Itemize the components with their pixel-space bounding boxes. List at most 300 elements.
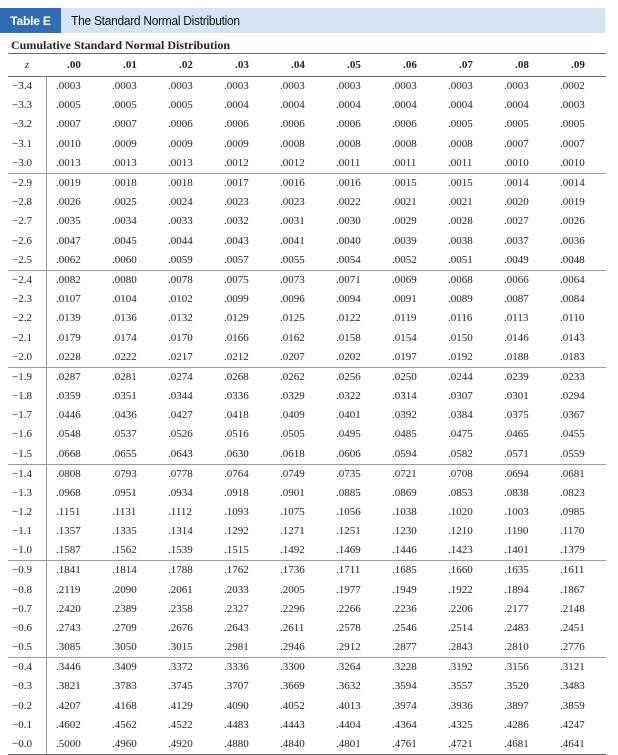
probability-value: .1867 (560, 583, 585, 596)
probability-value: .3557 (448, 680, 473, 693)
probability-cell (326, 580, 382, 599)
probability-value: .2206 (448, 602, 473, 615)
probability-cell (158, 735, 214, 755)
probability-value: .0375 (504, 409, 529, 422)
column-header: .09 (550, 54, 606, 77)
probability-value: .0233 (560, 370, 585, 383)
probability-cell (494, 154, 550, 174)
probability-cell (494, 231, 550, 250)
probability-value: .3085 (56, 641, 81, 654)
probability-cell (158, 503, 214, 522)
probability-cell (438, 600, 494, 619)
probability-cell (494, 135, 550, 154)
probability-cell (326, 231, 382, 250)
probability-cell (550, 619, 606, 638)
probability-cell (494, 115, 550, 134)
probability-cell (326, 115, 382, 134)
probability-cell (102, 735, 158, 755)
probability-cell (102, 270, 158, 290)
probability-value: .0028 (448, 215, 473, 228)
probability-value: .0006 (336, 118, 361, 131)
probability-value: .3483 (560, 680, 585, 693)
probability-value: .0060 (112, 253, 137, 266)
probability-value: .0005 (560, 118, 585, 131)
probability-value: .3228 (392, 661, 417, 674)
probability-cell (382, 464, 438, 484)
probability-value: .0571 (504, 447, 529, 460)
probability-cell (382, 251, 438, 271)
probability-value: .0032 (224, 215, 249, 228)
probability-value: .1814 (112, 564, 137, 577)
probability-cell (46, 580, 102, 599)
probability-cell (326, 367, 382, 387)
probability-value: .3897 (504, 699, 529, 712)
probability-value: .3121 (560, 661, 585, 674)
probability-value: .0075 (224, 273, 249, 286)
probability-cell (102, 154, 158, 174)
probability-value: .0054 (336, 253, 361, 266)
column-header: .00 (46, 54, 102, 77)
z-value-cell: −1.1 (8, 522, 46, 541)
probability-cell (102, 619, 158, 638)
probability-value: .2327 (224, 602, 249, 615)
probability-cell (214, 619, 270, 638)
probability-value: .0021 (448, 196, 473, 209)
table-row (8, 77, 606, 97)
probability-value: .0073 (280, 273, 305, 286)
probability-cell (494, 406, 550, 425)
probability-value: .0016 (280, 176, 305, 189)
probability-value: .0808 (56, 467, 81, 480)
probability-value: .0166 (224, 331, 249, 344)
probability-cell (550, 638, 606, 658)
probability-value: .0901 (280, 486, 305, 499)
z-value-cell: −0.2 (8, 697, 46, 716)
probability-value: .0256 (336, 370, 361, 383)
probability-value: .0262 (280, 370, 305, 383)
probability-value: .4286 (504, 719, 529, 732)
z-value-cell: −0.8 (8, 580, 46, 599)
probability-cell (438, 484, 494, 503)
probability-value: .2643 (224, 622, 249, 635)
z-value-cell: −2.9 (8, 173, 46, 193)
probability-value: .0038 (448, 234, 473, 247)
table-row (8, 484, 606, 503)
probability-value: .0005 (56, 99, 81, 112)
probability-value: .3707 (224, 680, 249, 693)
probability-value: .0015 (448, 176, 473, 189)
probability-cell (494, 580, 550, 599)
probability-value: .1841 (56, 564, 81, 577)
probability-value: .0582 (448, 447, 473, 460)
probability-cell (214, 503, 270, 522)
probability-cell (326, 135, 382, 154)
probability-cell (270, 115, 326, 134)
probability-value: .1271 (280, 525, 305, 538)
probability-value: .1711 (336, 564, 361, 577)
probability-value: .0009 (112, 137, 137, 150)
probability-cell (214, 716, 270, 735)
probability-value: .0011 (336, 156, 361, 169)
probability-value: .0934 (168, 486, 193, 499)
probability-value: .1611 (560, 564, 585, 577)
probability-cell (382, 115, 438, 134)
probability-cell (158, 387, 214, 406)
probability-cell (214, 135, 270, 154)
z-value-cell: −0.6 (8, 619, 46, 638)
probability-value: .2843 (448, 641, 473, 654)
column-header: .02 (158, 54, 214, 77)
probability-cell (158, 677, 214, 696)
probability-value: .0005 (168, 99, 193, 112)
probability-cell (46, 387, 102, 406)
probability-value: .0010 (560, 156, 585, 169)
probability-cell (438, 309, 494, 328)
probability-value: .0250 (392, 370, 417, 383)
probability-cell (382, 445, 438, 465)
probability-cell (102, 96, 158, 115)
probability-cell (382, 503, 438, 522)
probability-value: .0885 (336, 486, 361, 499)
probability-cell (46, 658, 102, 678)
probability-cell (270, 328, 326, 347)
probability-cell (382, 135, 438, 154)
z-value-cell: −1.9 (8, 367, 46, 387)
probability-cell (214, 348, 270, 368)
probability-cell (494, 522, 550, 541)
probability-value: .0281 (112, 370, 137, 383)
probability-cell (494, 309, 550, 328)
probability-cell (550, 387, 606, 406)
probability-value: .0005 (448, 118, 473, 131)
probability-cell (326, 425, 382, 444)
probability-value: .2236 (392, 602, 417, 615)
probability-value: .0985 (560, 506, 585, 518)
probability-cell (550, 173, 606, 193)
probability-value: .4090 (224, 699, 249, 712)
probability-value: .2810 (504, 641, 529, 654)
probability-value: .0150 (448, 331, 473, 344)
probability-cell (158, 251, 214, 271)
probability-value: .0047 (56, 234, 81, 247)
table-row (8, 154, 606, 174)
probability-cell (494, 503, 550, 522)
probability-value: .0113 (504, 312, 529, 325)
probability-value: .0384 (448, 409, 473, 422)
probability-value: .0618 (280, 447, 305, 460)
probability-value: .0078 (168, 273, 193, 286)
probability-cell (214, 309, 270, 328)
probability-cell (326, 348, 382, 368)
probability-value: .4364 (392, 719, 417, 732)
probability-value: .0004 (224, 99, 249, 112)
probability-value: .0006 (280, 118, 305, 131)
probability-value: .1020 (448, 506, 473, 518)
probability-value: .0823 (560, 486, 585, 499)
probability-value: .0197 (392, 350, 417, 363)
probability-value: .0045 (112, 234, 137, 247)
probability-value: .0418 (224, 409, 249, 422)
probability-value: .0455 (560, 428, 585, 441)
probability-cell (46, 77, 102, 97)
probability-cell (214, 464, 270, 484)
probability-cell (158, 173, 214, 193)
probability-cell (102, 212, 158, 231)
probability-value: .0778 (168, 467, 193, 480)
probability-cell (550, 425, 606, 444)
probability-value: .0062 (56, 253, 81, 266)
probability-cell (438, 445, 494, 465)
table-body (8, 77, 606, 755)
table-header-bar (0, 8, 605, 33)
probability-value: .4602 (56, 719, 81, 732)
probability-cell (438, 387, 494, 406)
probability-value: .0003 (392, 80, 417, 92)
probability-cell (382, 541, 438, 561)
probability-cell (382, 425, 438, 444)
probability-value: .0158 (336, 331, 361, 344)
probability-value: .0055 (280, 253, 305, 266)
probability-cell (438, 638, 494, 658)
probability-cell (102, 503, 158, 522)
probability-value: .0436 (112, 409, 137, 422)
probability-cell (382, 697, 438, 716)
probability-value: .0040 (336, 234, 361, 247)
probability-value: .0110 (560, 312, 585, 325)
probability-cell (270, 387, 326, 406)
probability-cell (46, 290, 102, 309)
probability-value: .1230 (392, 525, 417, 538)
probability-cell (550, 154, 606, 174)
z-value-cell: −3.2 (8, 115, 46, 134)
probability-value: .3409 (112, 661, 137, 674)
probability-cell (494, 328, 550, 347)
probability-cell (438, 193, 494, 212)
column-header: .01 (102, 54, 158, 77)
probability-cell (382, 638, 438, 658)
probability-cell (438, 348, 494, 368)
probability-cell (550, 735, 606, 755)
probability-cell (102, 387, 158, 406)
probability-value: .4522 (168, 719, 193, 732)
table-row (8, 251, 606, 271)
probability-cell (326, 445, 382, 465)
probability-cell (214, 561, 270, 581)
probability-value: .0314 (392, 389, 417, 402)
probability-value: .4052 (280, 699, 305, 712)
probability-cell (494, 677, 550, 696)
probability-cell (550, 348, 606, 368)
probability-value: .0004 (392, 99, 417, 112)
probability-cell (326, 658, 382, 678)
probability-cell (102, 541, 158, 561)
probability-value: .0071 (336, 273, 361, 286)
probability-value: .0344 (168, 389, 193, 402)
probability-cell (326, 503, 382, 522)
probability-value: .0007 (560, 137, 585, 150)
probability-value: .0068 (448, 273, 473, 286)
table-row (8, 367, 606, 387)
probability-value: .3594 (392, 680, 417, 693)
probability-value: .0018 (112, 176, 137, 189)
probability-value: .0004 (280, 99, 305, 112)
probability-cell (326, 561, 382, 581)
probability-cell (326, 96, 382, 115)
z-value-cell: −0.5 (8, 638, 46, 658)
probability-value: .0004 (336, 99, 361, 112)
probability-value: .5000 (56, 738, 81, 751)
probability-cell (270, 173, 326, 193)
normal-distribution-table (8, 53, 606, 755)
probability-value: .0007 (112, 118, 137, 131)
probability-value: .0009 (168, 137, 193, 150)
probability-cell (46, 561, 102, 581)
probability-cell (102, 445, 158, 465)
probability-value: .0051 (448, 253, 473, 266)
probability-cell (382, 348, 438, 368)
probability-cell (494, 541, 550, 561)
probability-value: .3520 (504, 680, 529, 693)
probability-value: .3446 (56, 661, 81, 674)
probability-cell (438, 328, 494, 347)
probability-value: .0082 (56, 273, 81, 286)
probability-value: .0643 (168, 447, 193, 460)
probability-cell (382, 658, 438, 678)
probability-cell (382, 309, 438, 328)
probability-value: .0735 (336, 467, 361, 480)
probability-value: .0026 (560, 215, 585, 228)
probability-cell (550, 541, 606, 561)
probability-value: .0392 (392, 409, 417, 422)
probability-value: .0125 (280, 312, 305, 325)
probability-value: .4920 (168, 738, 193, 751)
probability-cell (438, 96, 494, 115)
probability-value: .0119 (392, 312, 417, 325)
probability-value: .0013 (168, 156, 193, 169)
probability-value: .0179 (56, 331, 81, 344)
probability-cell (438, 425, 494, 444)
probability-value: .1922 (448, 583, 473, 596)
probability-value: .3050 (112, 641, 137, 654)
probability-value: .0007 (504, 137, 529, 150)
probability-cell (270, 212, 326, 231)
probability-cell (270, 677, 326, 696)
probability-cell (46, 677, 102, 696)
probability-cell (382, 716, 438, 735)
probability-value: .1446 (392, 544, 417, 557)
table-row (8, 677, 606, 696)
probability-cell (270, 638, 326, 658)
probability-cell (102, 406, 158, 425)
probability-value: .1112 (168, 506, 192, 518)
probability-cell (494, 348, 550, 368)
probability-cell (550, 270, 606, 290)
probability-value: .0244 (448, 370, 473, 383)
probability-cell (494, 484, 550, 503)
probability-value: .1131 (112, 506, 137, 518)
probability-cell (46, 154, 102, 174)
probability-value: .1190 (504, 525, 529, 538)
probability-cell (158, 716, 214, 735)
probability-value: .0099 (224, 292, 249, 305)
probability-value: .0008 (448, 137, 473, 150)
probability-value: .1949 (392, 583, 417, 596)
probability-value: .2514 (448, 622, 473, 635)
probability-value: .0017 (224, 176, 249, 189)
probability-cell (102, 115, 158, 134)
z-value-cell: −0.3 (8, 677, 46, 696)
probability-cell (214, 154, 270, 174)
probability-value: .0764 (224, 467, 249, 480)
probability-value: .2358 (168, 602, 193, 615)
probability-value: .0010 (56, 137, 81, 150)
probability-value: .0322 (336, 389, 361, 402)
probability-value: .0003 (56, 80, 81, 92)
probability-cell (270, 580, 326, 599)
probability-value: .0089 (448, 292, 473, 305)
probability-value: .0023 (280, 196, 305, 209)
z-value-cell: −2.3 (8, 290, 46, 309)
probability-value: .0003 (224, 80, 249, 92)
probability-cell (438, 212, 494, 231)
probability-value: .0014 (504, 176, 529, 189)
probability-value: .0427 (168, 409, 193, 422)
probability-value: .0020 (504, 196, 529, 209)
probability-value: .0838 (504, 486, 529, 499)
probability-cell (270, 484, 326, 503)
probability-cell (550, 697, 606, 716)
table-row (8, 425, 606, 444)
probability-value: .0329 (280, 389, 305, 402)
probability-cell (46, 697, 102, 716)
probability-value: .4404 (336, 719, 361, 732)
probability-cell (270, 96, 326, 115)
probability-cell (438, 541, 494, 561)
probability-cell (214, 387, 270, 406)
table-row (8, 309, 606, 328)
probability-cell (270, 270, 326, 290)
probability-cell (102, 561, 158, 581)
z-value-cell: −2.0 (8, 348, 46, 368)
probability-cell (326, 600, 382, 619)
probability-cell (214, 367, 270, 387)
probability-cell (214, 541, 270, 561)
probability-cell (46, 115, 102, 134)
probability-value: .0094 (336, 292, 361, 305)
probability-cell (214, 735, 270, 755)
probability-cell (438, 251, 494, 271)
probability-cell (158, 619, 214, 638)
probability-value: .0004 (448, 99, 473, 112)
probability-cell (214, 425, 270, 444)
probability-cell (102, 367, 158, 387)
probability-cell (46, 270, 102, 290)
probability-cell (438, 561, 494, 581)
probability-value: .0853 (448, 486, 473, 499)
z-value-cell: −3.1 (8, 135, 46, 154)
z-value-cell: −2.7 (8, 212, 46, 231)
z-value-cell: −2.1 (8, 328, 46, 347)
probability-value: .2611 (280, 622, 305, 635)
table-row (8, 387, 606, 406)
probability-value: .4801 (336, 738, 361, 751)
probability-value: .4129 (168, 699, 193, 712)
probability-cell (270, 425, 326, 444)
probability-value: .0212 (224, 350, 249, 363)
z-value-cell: −1.6 (8, 425, 46, 444)
probability-cell (46, 193, 102, 212)
probability-value: .0096 (280, 292, 305, 305)
